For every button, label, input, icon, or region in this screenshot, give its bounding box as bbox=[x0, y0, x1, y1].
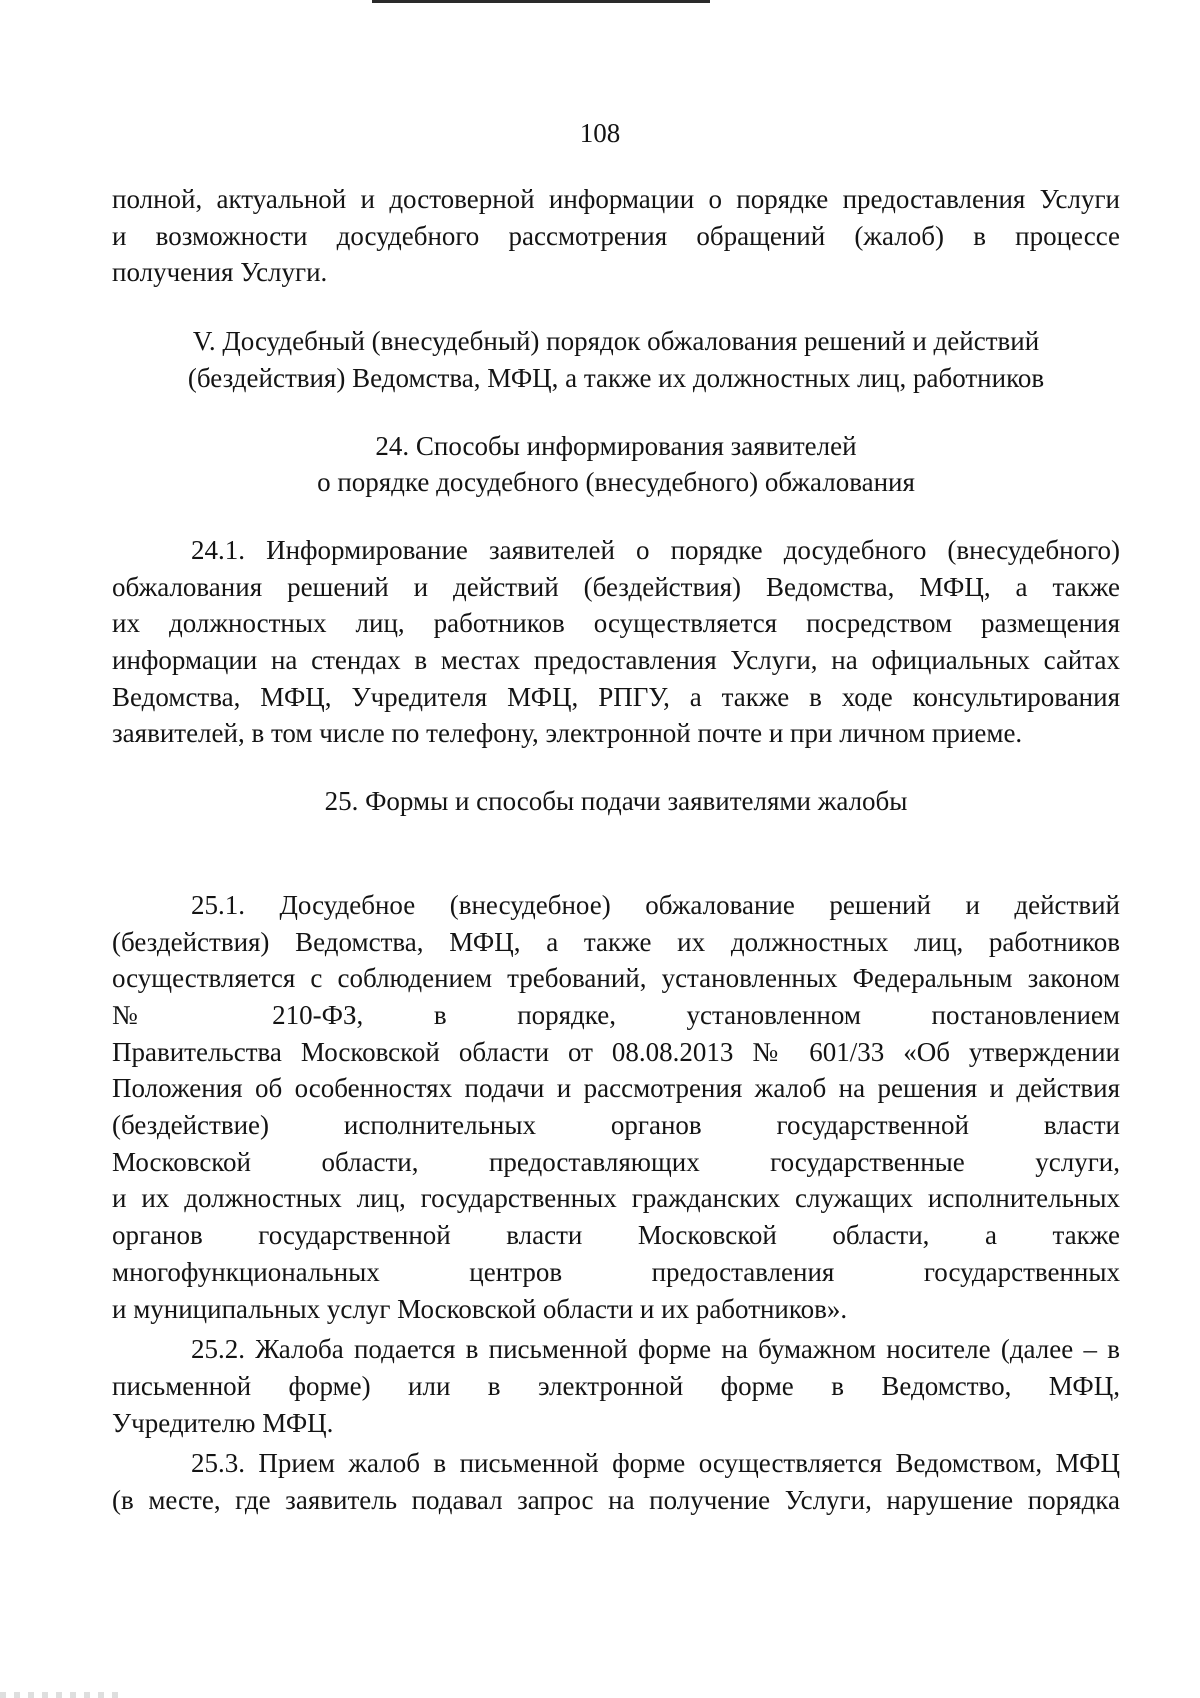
top-rule bbox=[372, 0, 710, 3]
heading-24-line-2: о порядке досудебного (внесудебного) обжалования bbox=[317, 467, 915, 498]
p25-1-line-9: и их должностных лиц, государственных гражданских служащих исполнительных bbox=[112, 1183, 1120, 1214]
intro-line-last: получения Услуги. bbox=[112, 257, 328, 288]
paragraph-24-1 bbox=[112, 532, 1120, 752]
heading-24-line-1: 24. Способы информирования заявителей bbox=[375, 430, 857, 461]
p25-3-line-2: (в месте, где заявитель подавал запрос на получение Услуги, нарушение порядка bbox=[112, 1485, 1120, 1516]
heading-25-line: 25. Формы и способы подачи заявителями жалобы bbox=[324, 786, 908, 817]
paragraph-25-3 bbox=[112, 1445, 1120, 1518]
section-v-line-1: V. Досудебный (внесудебный) порядок обжалования решений и действий bbox=[192, 326, 1040, 357]
document-body bbox=[112, 181, 1120, 1519]
page-number: 108 bbox=[579, 118, 621, 148]
p25-1-line-3: осуществляется с соблюдением требований, установленных Федеральным законом bbox=[112, 963, 1120, 994]
p24-1-line-5: Ведомства, МФЦ, Учредителя МФЦ, РПГУ, а также в ходе консультирования bbox=[112, 681, 1120, 712]
p24-1-line-2: обжалования решений и действий (бездействия) Ведомства, МФЦ, а также bbox=[112, 571, 1120, 602]
intro-line-1: полной, актуальной и достоверной информации о порядке предоставления Услуги bbox=[112, 184, 1120, 214]
scan-edge-marks bbox=[0, 1692, 120, 1698]
section-v-line-2: (бездействия) Ведомства, МФЦ, а также их должностных лиц, работников bbox=[187, 362, 1045, 393]
paragraph-25-1 bbox=[112, 887, 1120, 1327]
intro-paragraph bbox=[112, 181, 1120, 291]
p24-1-line-4: информации на стендах в местах предоставления Услуги, на официальных сайтах bbox=[112, 645, 1120, 676]
p25-1-line-2: (бездействия) Ведомства, МФЦ, а также их должностных лиц, работников bbox=[112, 926, 1120, 957]
p25-1-line-last: и муниципальных услуг Московской области и их работников». bbox=[112, 1293, 848, 1324]
p25-1-line-7: (бездействие) исполнительных органов государственной власти bbox=[112, 1110, 1120, 1141]
p25-1-line-4: № 210-ФЗ, в порядке, установленном постановлением bbox=[112, 999, 1120, 1030]
p25-1-line-1: 25.1. Досудебное (внесудебное) обжалование решений и действий bbox=[191, 889, 1120, 920]
paragraph-25-2 bbox=[112, 1331, 1120, 1441]
section-v-heading bbox=[112, 323, 1120, 396]
p25-1-line-11: многофункциональных центров предоставления государственных bbox=[112, 1256, 1120, 1287]
p25-2-line-last: Учредителю МФЦ. bbox=[112, 1407, 334, 1438]
p25-2-line-2: письменной форме) или в электронной форме в Ведомство, МФЦ, bbox=[112, 1370, 1120, 1401]
p25-1-line-10: органов государственной власти Московской области, а также bbox=[112, 1220, 1120, 1251]
heading-25 bbox=[112, 783, 1120, 820]
p24-1-line-last: заявителей, в том числе по телефону, электронной почте и при личном приеме. bbox=[112, 718, 1023, 749]
intro-line-2: и возможности досудебного рассмотрения обращений (жалоб) в процессе bbox=[112, 220, 1120, 251]
heading-24 bbox=[112, 428, 1120, 501]
p24-1-line-1: 24.1. Информирование заявителей о порядке досудебного (внесудебного) bbox=[191, 534, 1120, 565]
p24-1-line-3: их должностных лиц, работников осуществляется посредством размещения bbox=[112, 608, 1120, 639]
p25-1-line-6: Положения об особенностях подачи и рассмотрения жалоб на решения и действия bbox=[112, 1073, 1120, 1104]
p25-3-line-1: 25.3. Прием жалоб в письменной форме осуществляется Ведомством, МФЦ bbox=[191, 1448, 1120, 1479]
p25-2-line-1: 25.2. Жалоба подается в письменной форме на бумажном носителе (далее – в bbox=[191, 1334, 1120, 1365]
p25-1-line-8: Московской области, предоставляющих государственные услуги, bbox=[112, 1146, 1120, 1177]
p25-1-line-5: Правительства Московской области от 08.08.2013 № 601/33 «Об утверждении bbox=[112, 1036, 1120, 1067]
